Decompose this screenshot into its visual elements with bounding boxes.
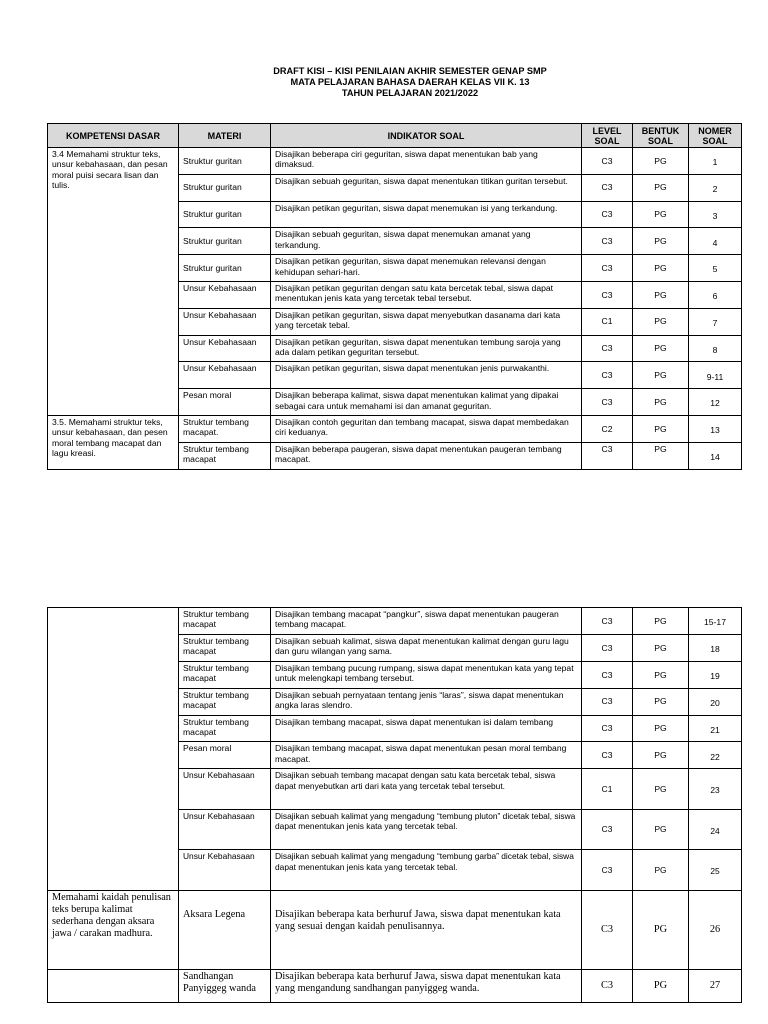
bentuk-cell: PG	[633, 308, 689, 335]
level-cell: C1	[582, 308, 633, 335]
document-title	[0, 66, 768, 99]
bentuk-cell: PG	[633, 281, 689, 308]
nomer-cell: 19	[689, 661, 742, 688]
indikator-cell: Disajikan beberapa paugeran, siswa dapat menentukan paugeran tembang macapat.	[271, 442, 582, 469]
kisi-table-page-1	[47, 123, 742, 470]
materi-cell: Unsur Kebahasaan	[179, 362, 271, 389]
bentuk-cell: PG	[633, 850, 689, 891]
indikator-cell: Disajikan tembang macapat “pangkur”, siswa dapat menentukan paugeran tembang macapat.	[271, 608, 582, 635]
indikator-cell: Disajikan beberapa kalimat, siswa dapat menentukan kalimat yang dipakai sebagai cara untuk memahami isi dan amanat geguritan.	[271, 389, 582, 416]
materi-cell: Struktur tembang macapat	[179, 634, 271, 661]
materi-cell: Struktur tembang macapat	[179, 661, 271, 688]
materi-cell: Unsur Kebahasaan	[179, 308, 271, 335]
table-row	[48, 608, 742, 635]
nomer-cell: 27	[689, 969, 742, 1002]
indikator-cell: Disajikan sebuah kalimat yang mengadung “tembung garba” dicetak tebal, siswa dapat menentukan jenis kata yang tercetak tebal.	[271, 850, 582, 891]
bentuk-cell: PG	[633, 228, 689, 255]
bentuk-cell: PG	[633, 174, 689, 201]
level-cell: C3	[582, 442, 633, 469]
materi-cell: Struktur guritan	[179, 174, 271, 201]
indikator-cell: Disajikan beberapa ciri geguritan, siswa dapat menentukan bab yang dimaksud.	[271, 148, 582, 175]
indikator-cell: Disajikan petikan geguritan, siswa dapat menemukan isi yang terkandung.	[271, 201, 582, 228]
bentuk-cell: PG	[633, 442, 689, 469]
bentuk-cell: PG	[633, 688, 689, 715]
indikator-cell: Disajikan petikan geguritan, siswa dapat menentukan jenis purwakanthi.	[271, 362, 582, 389]
nomer-cell: 20	[689, 688, 742, 715]
indikator-cell: Disajikan sebuah kalimat yang mengadung “tembung pluton” dicetak tebal, siswa dapat menentukan jenis kata yang tercetak tebal.	[271, 809, 582, 850]
materi-cell: Unsur Kebahasaan	[179, 335, 271, 362]
indikator-cell: Disajikan sebuah geguritan, siswa dapat menentukan titikan guritan tersebut.	[271, 174, 582, 201]
indikator-cell: Disajikan petikan geguritan, siswa dapat menyebutkan dasanama dari kata yang tercetak tebal.	[271, 308, 582, 335]
header-bentuk: BENTUK SOAL	[633, 124, 689, 148]
level-cell: C3	[582, 281, 633, 308]
level-cell: C3	[582, 742, 633, 769]
materi-cell: Aksara Legena	[179, 890, 271, 969]
indikator-cell: Disajikan petikan geguritan, siswa dapat menemukan relevansi dengan kehidupan sehari-hari.	[271, 255, 582, 282]
kd-cell: 3.5. Memahami struktur teks, unsur kebahasaan, dan pesen moral tembang macapat dan lagu kreasi.	[48, 415, 179, 469]
materi-cell: Struktur guritan	[179, 228, 271, 255]
nomer-cell: 24	[689, 809, 742, 850]
materi-cell: Sandhangan Panyiggeg wanda	[179, 969, 271, 1002]
indikator-cell: Disajikan contoh geguritan dan tembang macapat, siswa dapat membedakan ciri keduanya.	[271, 415, 582, 442]
indikator-cell: Disajikan beberapa kata berhuruf Jawa, siswa dapat menentukan kata yang mengandung sandhangan panyiggeg wanda.	[271, 969, 582, 1002]
nomer-cell: 13	[689, 415, 742, 442]
nomer-cell: 26	[689, 890, 742, 969]
indikator-cell: Disajikan sebuah kalimat, siswa dapat menentukan kalimat dengan guru lagu dan guru wilangan yang sama.	[271, 634, 582, 661]
materi-cell: Struktur guritan	[179, 148, 271, 175]
nomer-cell: 5	[689, 255, 742, 282]
level-cell: C3	[582, 634, 633, 661]
level-cell: C2	[582, 415, 633, 442]
materi-cell: Struktur tembang macapat	[179, 688, 271, 715]
bentuk-cell: PG	[633, 769, 689, 810]
kd-cell: 3.4 Memahami struktur teks, unsur kebahasaan, dan pesan moral puisi secara lisan dan tulis.	[48, 148, 179, 416]
nomer-cell: 9-11	[689, 362, 742, 389]
materi-cell: Unsur Kebahasaan	[179, 850, 271, 891]
indikator-cell: Disajikan sebuah geguritan, siswa dapat menemukan amanat yang terkandung.	[271, 228, 582, 255]
indikator-cell: Disajikan tembang macapat, siswa dapat menentukan pesan moral tembang macapat.	[271, 742, 582, 769]
table-row	[48, 148, 742, 175]
kd-cell-empty	[48, 969, 179, 1002]
title-line-3: TAHUN PELAJARAN 2021/2022	[341, 88, 479, 98]
level-cell: C3	[582, 201, 633, 228]
level-cell: C3	[582, 255, 633, 282]
nomer-cell: 2	[689, 174, 742, 201]
bentuk-cell: PG	[633, 809, 689, 850]
nomer-cell: 22	[689, 742, 742, 769]
header-indikator: INDIKATOR SOAL	[271, 124, 582, 148]
nomer-cell: 7	[689, 308, 742, 335]
nomer-cell: 6	[689, 281, 742, 308]
nomer-cell: 23	[689, 769, 742, 810]
nomer-cell: 14	[689, 442, 742, 469]
level-cell: C3	[582, 688, 633, 715]
nomer-cell: 4	[689, 228, 742, 255]
nomer-cell: 8	[689, 335, 742, 362]
level-cell: C1	[582, 769, 633, 810]
table-row	[48, 415, 742, 442]
level-cell: C3	[582, 608, 633, 635]
level-cell: C3	[582, 969, 633, 1002]
nomer-cell: 12	[689, 389, 742, 416]
materi-cell: Pesan moral	[179, 389, 271, 416]
table-header-row	[48, 124, 742, 148]
level-cell: C3	[582, 362, 633, 389]
bentuk-cell: PG	[633, 389, 689, 416]
materi-cell: Unsur Kebahasaan	[179, 809, 271, 850]
level-cell: C3	[582, 228, 633, 255]
materi-cell: Struktur guritan	[179, 201, 271, 228]
nomer-cell: 25	[689, 850, 742, 891]
kd-cell: Memahami kaidah penulisan teks berupa kalimat sederhana dengan aksara jawa / carakan madhura.	[48, 890, 179, 969]
indikator-cell: Disajikan petikan geguritan, siswa dapat menentukan tembung saroja yang ada dalam petikan geguritan tersebut.	[271, 335, 582, 362]
level-cell: C3	[582, 389, 633, 416]
header-level: LEVEL SOAL	[582, 124, 633, 148]
indikator-cell: Disajikan beberapa kata berhuruf Jawa, siswa dapat menentukan kata yang sesuai dengan kaidah penulisannya.	[271, 890, 582, 969]
level-cell: C3	[582, 890, 633, 969]
nomer-cell: 1	[689, 148, 742, 175]
bentuk-cell: PG	[633, 608, 689, 635]
level-cell: C3	[582, 335, 633, 362]
level-cell: C3	[582, 661, 633, 688]
title-line-2: MATA PELAJARAN BAHASA DAERAH KELAS VII K. 13	[290, 77, 530, 87]
bentuk-cell: PG	[633, 201, 689, 228]
nomer-cell: 21	[689, 715, 742, 742]
indikator-cell: Disajikan sebuah tembang macapat dengan satu kata bercetak tebal, siswa dapat menyebutkan arti dari kata yang tercetak tebal tersebut.	[271, 769, 582, 810]
table-row	[48, 969, 742, 1002]
bentuk-cell: PG	[633, 969, 689, 1002]
materi-cell: Pesan moral	[179, 742, 271, 769]
materi-cell: Struktur tembang macapat	[179, 608, 271, 635]
materi-cell: Struktur tembang macapat.	[179, 415, 271, 442]
nomer-cell: 15-17	[689, 608, 742, 635]
materi-cell: Unsur Kebahasaan	[179, 281, 271, 308]
bentuk-cell: PG	[633, 715, 689, 742]
bentuk-cell: PG	[633, 634, 689, 661]
indikator-cell: Disajikan petikan geguritan dengan satu kata bercetak tebal, siswa dapat menentukan jenis kata yang tercetak tebal tersebut.	[271, 281, 582, 308]
bentuk-cell: PG	[633, 255, 689, 282]
bentuk-cell: PG	[633, 742, 689, 769]
indikator-cell: Disajikan tembang macapat, siswa dapat menentukan isi dalam tembang	[271, 715, 582, 742]
bentuk-cell: PG	[633, 335, 689, 362]
kisi-table-page-2	[47, 607, 742, 1003]
level-cell: C3	[582, 809, 633, 850]
materi-cell: Struktur tembang macapat	[179, 715, 271, 742]
header-materi: MATERI	[179, 124, 271, 148]
bentuk-cell: PG	[633, 362, 689, 389]
kd-cell-empty	[48, 608, 179, 891]
bentuk-cell: PG	[633, 890, 689, 969]
indikator-cell: Disajikan sebuah pernyataan tentang jenis “laras”, siswa dapat menentukan angka laras slendro.	[271, 688, 582, 715]
level-cell: C3	[582, 174, 633, 201]
level-cell: C3	[582, 148, 633, 175]
bentuk-cell: PG	[633, 415, 689, 442]
nomer-cell: 3	[689, 201, 742, 228]
materi-cell: Struktur tembang macapat	[179, 442, 271, 469]
indikator-cell: Disajikan tembang pucung rumpang, siswa dapat menentukan kata yang tepat untuk melengkapi tembang tersebut.	[271, 661, 582, 688]
table-row	[48, 890, 742, 969]
header-nomer: NOMER SOAL	[689, 124, 742, 148]
header-kompetensi: KOMPETENSI DASAR	[48, 124, 179, 148]
materi-cell: Struktur guritan	[179, 255, 271, 282]
materi-cell: Unsur Kebahasaan	[179, 769, 271, 810]
level-cell: C3	[582, 850, 633, 891]
bentuk-cell: PG	[633, 661, 689, 688]
bentuk-cell: PG	[633, 148, 689, 175]
level-cell: C3	[582, 715, 633, 742]
title-line-1: DRAFT KISI – KISI PENILAIAN AKHIR SEMESTER GENAP SMP	[273, 66, 547, 76]
nomer-cell: 18	[689, 634, 742, 661]
